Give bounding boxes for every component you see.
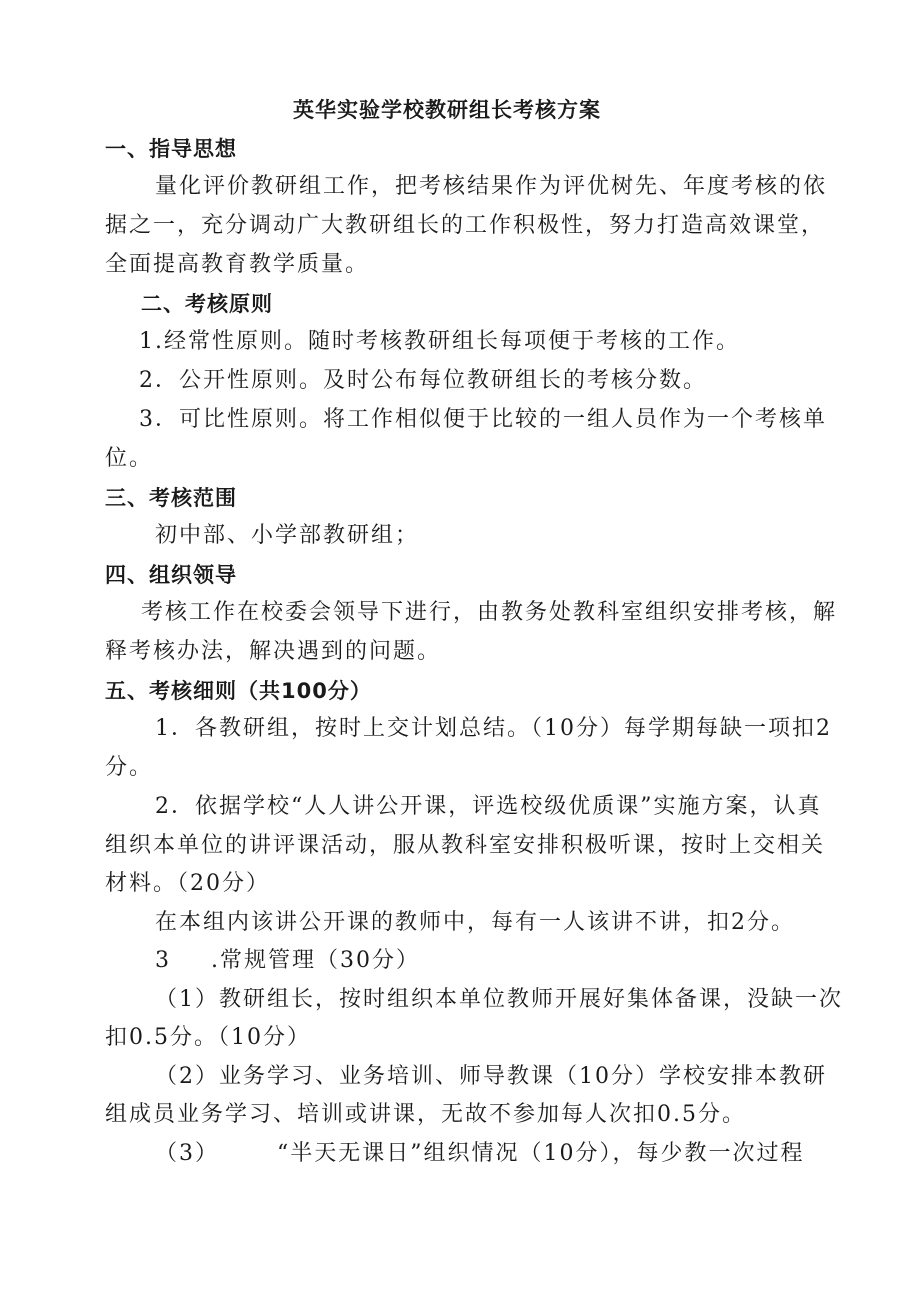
list-item — [155, 1139, 805, 1169]
section-heading-2: 二、考核原则 — [141, 292, 273, 316]
section-heading-4: 四、组织领导 — [105, 563, 237, 587]
list-item — [155, 946, 420, 976]
paragraph-line: 全面提高教育教学质量。 — [105, 252, 370, 277]
list-item: 扣0.5分。（10分） — [105, 1025, 311, 1050]
list-item: 1.经常性原则。随时考核教研组长每项便于考核的工作。 — [139, 329, 740, 354]
list-item: 3．可比性原则。将工作相似便于比较的一组人员作为一个考核单 — [139, 407, 827, 432]
paragraph-line: 考核工作在校委会领导下进行，由教务处教科室组织安排考核，解 — [141, 600, 838, 625]
list-item: 分。 — [105, 755, 154, 780]
item-text: “半天无课日”组织情况（10分），每少教一次过程 — [277, 1141, 805, 1166]
list-item: 在本组内该讲公开课的教师中，每有一人该讲不讲，扣2分。 — [155, 910, 795, 935]
section-heading-5: 五、考核细则（共100分） — [105, 679, 372, 703]
list-item: 2．公开性原则。及时公布每位教研组长的考核分数。 — [139, 368, 707, 393]
paragraph-line: 量化评价教研组工作，把考核结果作为评优树先、年度考核的依 — [155, 174, 828, 199]
list-item: 1．各教研组，按时上交计划总结。（10分）每学期每缺一项扣2 — [155, 716, 832, 741]
section-heading-1: 一、指导思想 — [105, 137, 237, 161]
list-item: （1）教研组长，按时组织本单位教师开展好集体备课，没缺一次 — [155, 987, 843, 1012]
list-item: 材料。（20分） — [105, 871, 270, 896]
list-item: 组成员业务学习、培训或讲课，无故不参加每人次扣0.5分。 — [105, 1102, 746, 1127]
item-number: （3） — [155, 1141, 219, 1166]
paragraph-line: 据之一，充分调动广大教研组长的工作积极性，努力打造高效课堂， — [105, 213, 826, 238]
paragraph-line: 初中部、小学部教研组； — [155, 523, 420, 548]
document-title: 英华实验学校教研组长考核方案 — [293, 98, 601, 122]
item-text: .常规管理（30分） — [211, 948, 420, 973]
item-number: 3 — [155, 948, 171, 973]
list-item: （2）业务学习、业务培训、师导教课（10分）学校安排本教研 — [155, 1064, 827, 1089]
paragraph-line: 释考核办法，解决遇到的问题。 — [105, 639, 442, 664]
list-item: 组织本单位的讲评课活动，服从教科室安排积极听课，按时上交相关 — [105, 833, 826, 858]
list-item: 2．依据学校“人人讲公开课，评选校级优质课”实施方案，认真 — [155, 794, 822, 819]
list-item: 位。 — [105, 446, 154, 471]
section-heading-3: 三、考核范围 — [105, 486, 237, 510]
